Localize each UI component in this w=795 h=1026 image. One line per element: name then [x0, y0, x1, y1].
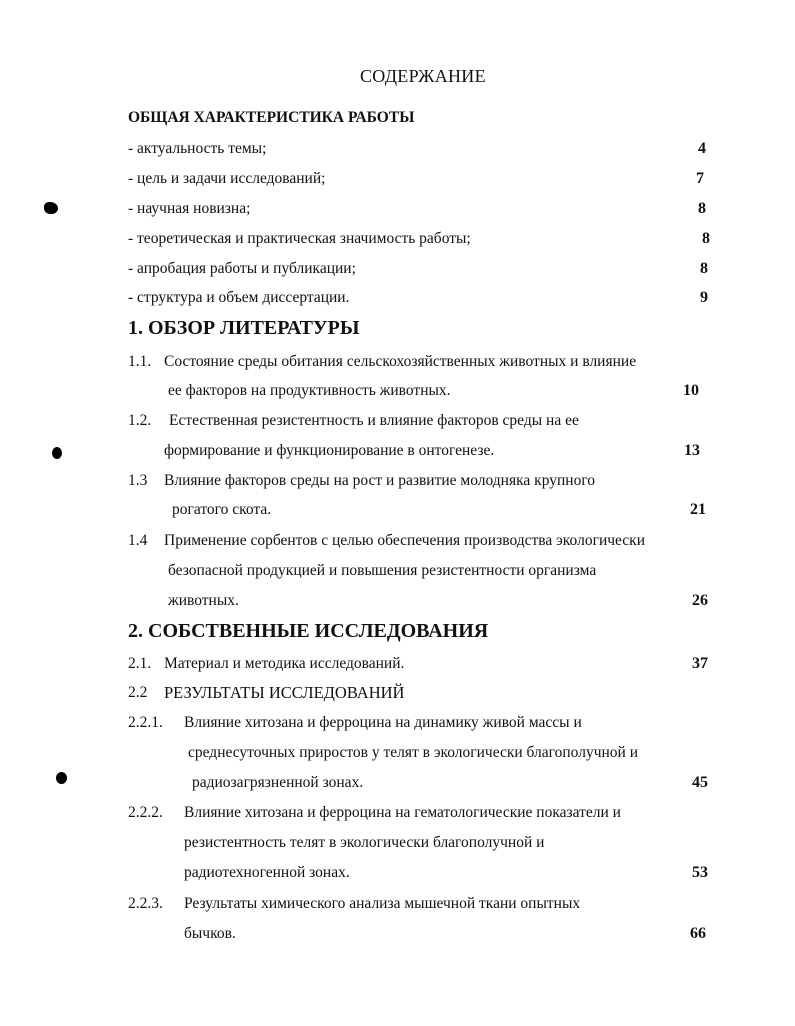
page-title: СОДЕРЖАНИЕ	[360, 66, 486, 86]
toc-item-page: 10	[683, 382, 699, 399]
toc-item-line: рогатого скота.	[172, 501, 272, 518]
toc-item-line: формирование и функционирование в онтогенезе.	[164, 442, 495, 459]
toc-item-text: - цель и задачи исследований;	[128, 170, 326, 187]
toc-item-page: 13	[684, 442, 700, 459]
toc-item-text: - актуальность темы;	[128, 140, 267, 157]
toc-item-page: 9	[700, 289, 708, 306]
toc-item-line: животных.	[168, 592, 239, 609]
section-heading-research: 2. СОБСТВЕННЫЕ ИССЛЕДОВАНИЯ	[128, 620, 489, 642]
toc-item-number: 1.4	[128, 532, 148, 549]
toc-item-page: 8	[702, 230, 710, 247]
toc-item-page: 26	[692, 592, 708, 609]
toc-item-line: радиотехногенной зонах.	[184, 864, 350, 881]
scan-blot	[44, 202, 58, 214]
toc-item-line: Материал и методика исследований.	[164, 655, 405, 672]
toc-item-text: - структура и объем диссертации.	[128, 289, 350, 306]
subsection-heading-results: РЕЗУЛЬТАТЫ ИССЛЕДОВАНИЙ	[164, 683, 405, 702]
toc-item-line: ее факторов на продуктивность животных.	[168, 382, 451, 399]
toc-item-number: 1.1.	[128, 353, 152, 370]
section-heading-literature: 1. ОБЗОР ЛИТЕРАТУРЫ	[128, 317, 360, 339]
toc-item-line: Влияние хитозана и ферроцина на динамику живой массы и	[184, 714, 582, 731]
toc-item-page: 8	[698, 200, 706, 217]
toc-item-line: безопасной продукцией и повышения резистентности организма	[168, 562, 597, 579]
toc-item-number: 1.2.	[128, 412, 152, 429]
toc-item-text: - теоретическая и практическая значимость работы;	[128, 230, 471, 247]
toc-item-page: 45	[692, 774, 708, 791]
toc-item-number: 2.2.3.	[128, 895, 163, 912]
toc-item-page: 7	[696, 170, 704, 187]
toc-item-line: Влияние факторов среды на рост и развитие молодняка крупного	[164, 472, 596, 489]
toc-item-number: 1.3	[128, 472, 148, 489]
toc-item-line: Состояние среды обитания сельскохозяйственных животных и влияние	[164, 353, 637, 370]
scan-blot	[56, 772, 67, 784]
toc-item-page: 4	[698, 140, 706, 157]
toc-item-page: 8	[700, 260, 708, 277]
toc-item-number: 2.1.	[128, 655, 152, 672]
toc-item-page: 53	[692, 864, 708, 881]
toc-item-line: среднесуточных приростов у телят в экологически благополучной и	[188, 744, 639, 761]
toc-item-line: радиозагрязненной зонах.	[192, 774, 364, 791]
scan-blot	[52, 447, 62, 459]
toc-item-number: 2.2	[128, 684, 148, 701]
toc-item-line: Естественная резистентность и влияние факторов среды на ее	[169, 412, 579, 429]
toc-item-number: 2.2.1.	[128, 714, 163, 731]
toc-item-number: 2.2.2.	[128, 804, 163, 821]
toc-item-line: резистентность телят в экологически благополучной и	[184, 834, 545, 851]
toc-item-line: Влияние хитозана и ферроцина на гематологические показатели и	[184, 804, 621, 821]
toc-item-line: Результаты химического анализа мышечной ткани опытных	[184, 895, 581, 912]
toc-item-text: - апробация работы и публикации;	[128, 260, 356, 277]
toc-item-page: 66	[690, 925, 706, 942]
section-heading-general: ОБЩАЯ ХАРАКТЕРИСТИКА РАБОТЫ	[128, 109, 415, 126]
toc-item-page: 21	[690, 501, 706, 518]
toc-item-line: бычков.	[184, 925, 236, 942]
toc-item-page: 37	[692, 655, 708, 672]
toc-item-text: - научная новизна;	[128, 200, 251, 217]
toc-item-line: Применение сорбентов с целью обеспечения производства экологически	[164, 532, 645, 549]
